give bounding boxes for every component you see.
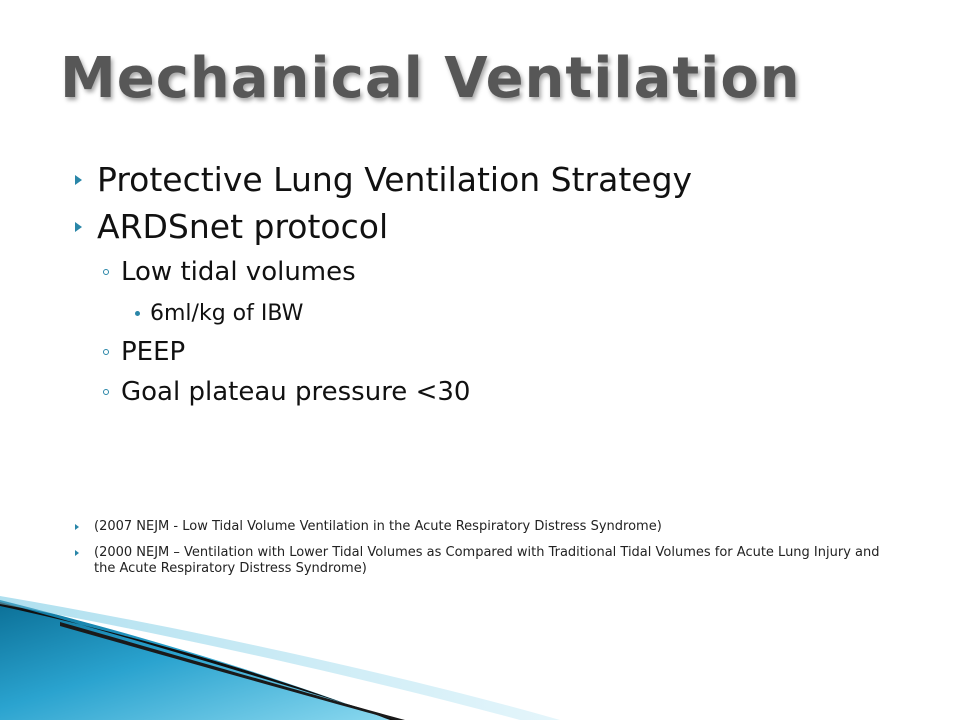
sub-bullet-item bbox=[103, 377, 470, 407]
sub-sub-bullet-text: 6ml/kg of IBW bbox=[150, 301, 304, 326]
bullet-item bbox=[75, 160, 692, 199]
sub-bullet-item bbox=[103, 257, 356, 287]
reference-item bbox=[75, 519, 895, 535]
triangle-bullet-icon bbox=[75, 550, 79, 556]
sub-sub-bullet-item bbox=[135, 301, 303, 326]
reference-text: (2000 NEJM – Ventilation with Lower Tidal Volumes as Compared with Traditional Tidal Volumes for Acute Lung Injury and the Acute Respiratory Distress Syndrome) bbox=[94, 545, 880, 576]
bullet-item bbox=[75, 207, 388, 246]
sub-bullet-text: Low tidal volumes bbox=[121, 257, 356, 287]
sub-bullet-text: PEEP bbox=[121, 337, 186, 367]
dot-bullet-icon bbox=[135, 311, 140, 316]
ring-bullet-icon bbox=[103, 349, 109, 355]
triangle-bullet-icon bbox=[75, 222, 82, 232]
ring-bullet-icon bbox=[103, 269, 109, 275]
triangle-bullet-icon bbox=[75, 524, 79, 530]
slide-title: Mechanical Ventilation bbox=[60, 46, 801, 111]
sub-bullet-text: Goal plateau pressure <30 bbox=[121, 377, 471, 407]
sub-bullet-item bbox=[103, 337, 185, 367]
reference-text: (2007 NEJM - Low Tidal Volume Ventilation in the Acute Respiratory Distress Syndrome) bbox=[94, 519, 662, 534]
bullet-text: ARDSnet protocol bbox=[97, 207, 389, 246]
reference-item bbox=[75, 545, 895, 577]
bullet-text: Protective Lung Ventilation Strategy bbox=[97, 160, 693, 199]
ring-bullet-icon bbox=[103, 389, 109, 395]
triangle-bullet-icon bbox=[75, 175, 82, 185]
